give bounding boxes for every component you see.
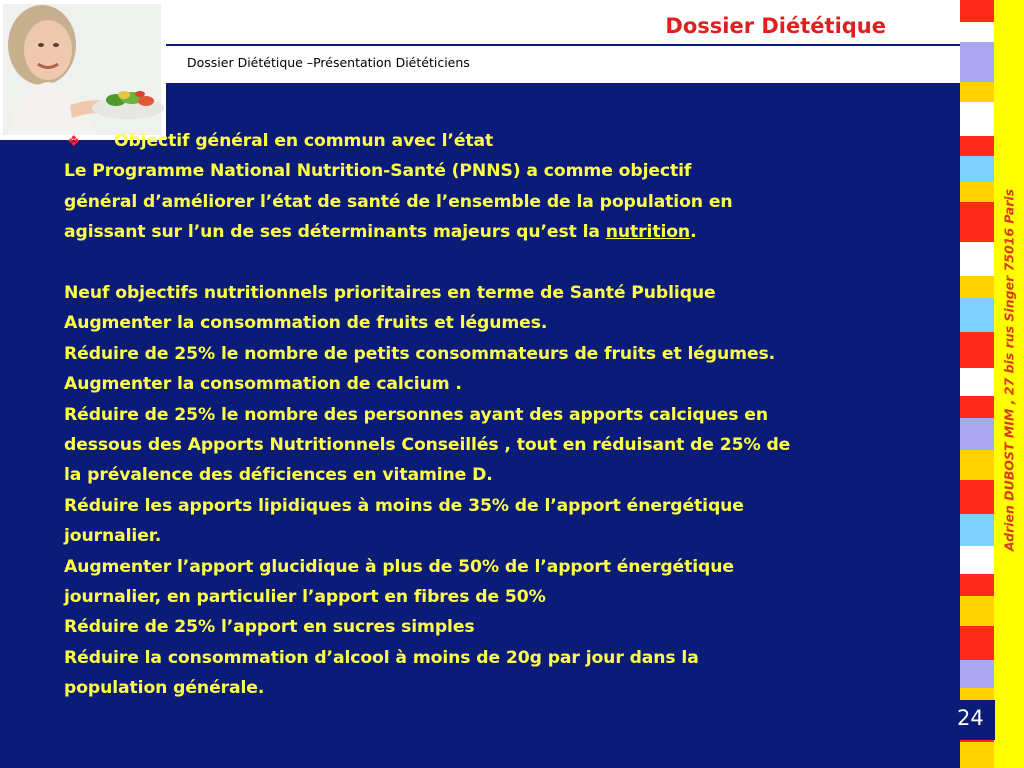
stripe: [960, 596, 994, 626]
stripe: [960, 368, 994, 396]
stripe: [960, 0, 994, 22]
stripe: [960, 82, 994, 102]
stripe: [960, 574, 994, 596]
intro-line: général d’améliorer l’état de santé de l’ensemble de la population en: [64, 191, 733, 212]
stripe: [960, 136, 994, 156]
stripe: [960, 480, 994, 514]
stripe: [960, 546, 994, 574]
objective-line: Augmenter la consommation de fruits et légumes.: [64, 313, 548, 334]
page-number: 24: [957, 706, 984, 730]
stripe: [960, 450, 994, 480]
objective-line: Augmenter l’apport glucidique à plus de 50% de l’apport énergétique: [64, 556, 734, 577]
objective-line: Réduire de 25% l’apport en sucres simples: [64, 617, 475, 638]
stripe: [960, 396, 994, 418]
stripe: [960, 202, 994, 242]
stripe: [960, 242, 994, 276]
slide-body: [64, 126, 974, 704]
objective-line: Augmenter la consommation de calcium .: [64, 374, 462, 395]
stripe: [960, 42, 994, 82]
objectives-heading: Neuf objectifs nutritionnels prioritaires en terme de Santé Publique: [64, 283, 716, 304]
intro-line: Le Programme National Nutrition-Santé (PNNS) a comme objectif: [64, 161, 692, 182]
stripe: [960, 156, 994, 182]
objective-line: Réduire de 25% le nombre de petits consommateurs de fruits et légumes.: [64, 343, 776, 364]
stripe: [960, 742, 994, 768]
stripe: [960, 626, 994, 660]
stripe: [960, 298, 994, 332]
objective-line: journalier.: [64, 526, 162, 547]
slide-title: Dossier Diététique: [665, 14, 886, 38]
objective-line: Réduire de 25% le nombre des personnes ayant des apports calciques en: [64, 404, 768, 425]
objective-line: Réduire les apports lipidiques à moins de 35% de l’apport énergétique: [64, 495, 744, 516]
stripe: [960, 418, 994, 450]
objective-line: la prévalence des déficiences en vitamine D.: [64, 465, 493, 486]
slide-subtitle: Dossier Diététique –Présentation Diététiciens: [187, 55, 470, 70]
bullet-heading-line: [64, 126, 974, 156]
stripe: [960, 514, 994, 546]
stripe: [960, 102, 994, 136]
stripe: [960, 660, 994, 688]
intro-line-last: [64, 217, 974, 247]
side-caption: Adrien DUBOST MIM , 27 bis rus Singer 75016 Paris: [1001, 188, 1017, 552]
stripe: [960, 182, 994, 202]
objective-line: Réduire la consommation d’alcool à moins de 20g par jour dans la: [64, 647, 699, 668]
intro-text: agissant sur l’un de ses déterminants majeurs qu’est la: [64, 222, 606, 243]
objective-line: dessous des Apports Nutritionnels Conseillés , tout en réduisant de 25% de: [64, 435, 791, 456]
photo-illustration: [0, 0, 166, 140]
objective-line: population générale.: [64, 678, 265, 699]
stripe: [960, 276, 994, 298]
objective-line: journalier, en particulier l’apport en fibres de 50%: [64, 587, 546, 608]
stripe: [960, 332, 994, 368]
four-diamond-bullet-icon: ❖: [67, 132, 81, 150]
woman-with-salad-photo: [0, 0, 166, 140]
intro-period: .: [690, 222, 697, 243]
decorative-stripes: [960, 0, 994, 768]
nutrition-link[interactable]: nutrition: [605, 222, 691, 243]
spacer: [64, 248, 974, 278]
bullet-heading: Objectif général en commun avec l’état: [114, 131, 494, 151]
stripe: [960, 22, 994, 42]
